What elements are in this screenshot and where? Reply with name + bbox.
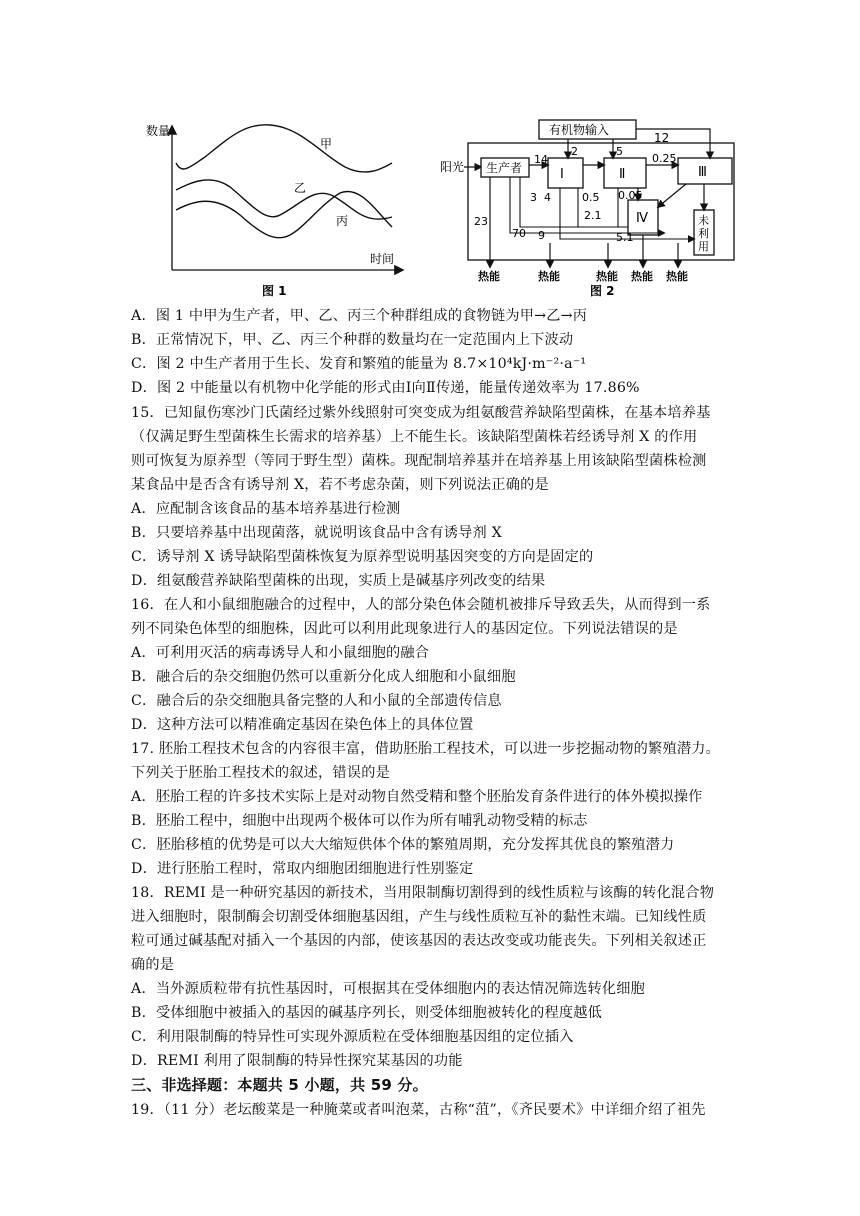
heat-label-1: 热能 bbox=[478, 270, 500, 283]
flow-number-9: 9 bbox=[538, 229, 545, 242]
heat-label-3: 热能 bbox=[596, 270, 618, 283]
curve-yi bbox=[176, 180, 392, 219]
level-I-label: Ⅰ bbox=[560, 167, 564, 182]
question-18-stem-2: 进入细胞时，限制酶会切割受体细胞基因组，产生与线性质粒互补的黏性末端。已知线性质 bbox=[131, 909, 707, 925]
option-14-A: A．图 1 中甲为生产者，甲、乙、丙三个种群组成的食物链为甲→乙→丙 bbox=[131, 308, 588, 324]
flow-number-70: 70 bbox=[512, 227, 526, 240]
flow-number-0.25: 0.25 bbox=[652, 152, 677, 165]
flow-number-3: 3 bbox=[530, 191, 537, 204]
flow-number-5.1: 5.1 bbox=[616, 231, 634, 244]
sunlight-label: 阳光 bbox=[440, 160, 465, 174]
option-14-D: D．图 2 中能量以有机物中化学能的形式由Ⅰ向Ⅱ传递，能量传递效率为 17.86% bbox=[131, 380, 640, 396]
flow-number-2.1: 2.1 bbox=[584, 209, 602, 222]
question-18-stem-4: 确的是 bbox=[131, 957, 175, 973]
heat-label-2: 热能 bbox=[538, 270, 560, 283]
question-15-stem-2: （仅满足野生型菌株生长需求的培养基）上不能生长。该缺陷型菌株若经诱导剂 X 的作用 bbox=[131, 429, 698, 445]
figure-1-caption: 图 1 bbox=[262, 284, 287, 298]
y-axis-label: 数量 bbox=[146, 124, 171, 138]
question-15-stem-1: 15．已知鼠伤寒沙门氏菌经过紫外线照射可突变成为组氨酸营养缺陷型菌株，在基本培养基 bbox=[131, 405, 711, 421]
option-16-A: A．可利用灭活的病毒诱导人和小鼠细胞的融合 bbox=[131, 645, 430, 661]
flow-number-5: 5 bbox=[616, 145, 623, 158]
question-15-stem-4: 某食品中是否含有诱导剂 X，若不考虑杂菌，则下列说法正确的是 bbox=[131, 477, 549, 493]
option-17-B: B．胚胎工程中，细胞中出现两个极体可以作为所有哺乳动物受精的标志 bbox=[131, 813, 588, 829]
option-18-C: C．利用限制酶的特异性可实现外源质粒在受体细胞基因组的定位插入 bbox=[131, 1029, 574, 1045]
figure-2 bbox=[438, 115, 740, 300]
question-15-stem-3: 则可恢复为原养型（等同于野生型）菌株。现配制培养基并在培养基上用该缺陷型菌株检测 bbox=[131, 453, 707, 469]
option-14-B: B．正常情况下，甲、乙、丙三个种群的数量均在一定范围内上下波动 bbox=[131, 332, 574, 348]
option-18-A: A．当外源质粒带有抗性基因时，可根据其在受体细胞内的表达情况筛选转化细胞 bbox=[131, 981, 646, 997]
question-17-stem-2: 下列关于胚胎工程技术的叙述，错误的是 bbox=[131, 765, 390, 781]
curve-jia bbox=[176, 125, 392, 172]
curve-label-yi: 乙 bbox=[294, 181, 307, 195]
option-17-A: A．胚胎工程的许多技术实际上是对动物自然受精和整个胚胎发育条件进行的体外模拟操作 bbox=[131, 789, 703, 805]
option-14-C: C．图 2 中生产者用于生长、发育和繁殖的能量为 8.7×10⁴kJ·m⁻²·a⁻¹ bbox=[131, 356, 587, 372]
flow-number-0.5: 0.5 bbox=[582, 191, 600, 204]
level-II-label: Ⅱ bbox=[619, 167, 626, 182]
flow-number-2: 2 bbox=[571, 145, 578, 158]
level-III-label: Ⅲ bbox=[698, 165, 707, 180]
option-17-C: C．胚胎移植的优势是可以大大缩短供体个体的繁殖周期，充分发挥其优良的繁殖潜力 bbox=[131, 837, 675, 853]
option-15-C: C．诱导剂 X 诱导缺陷型菌株恢复为原养型说明基因突变的方向是固定的 bbox=[131, 549, 594, 565]
option-17-D: D．进行胚胎工程时，常取内细胞团细胞进行性别鉴定 bbox=[131, 861, 474, 877]
heat-label-4: 热能 bbox=[631, 270, 653, 283]
flow-number-0.05: 0.05 bbox=[618, 189, 643, 202]
question-18-stem-1: 18．REMI 是一种研究基因的新技术，当用限制酶切割得到的线性质粒与该酶的转化混合物 bbox=[131, 885, 715, 901]
question-16-stem-1: 16．在人和小鼠细胞融合的过程中，人的部分染色体会随机被排斥导致丢失，从而得到一系 bbox=[131, 597, 711, 613]
question-19-stem-1: 19．（11 分）老坛酸菜是一种腌菜或者叫泡菜，古称“菹”，《齐民要术》中详细介绍了祖先 bbox=[131, 1102, 706, 1118]
flow-number-14: 14 bbox=[534, 153, 548, 166]
question-16-stem-2: 列不同染色体型的细胞株，因此可以利用此现象进行人的基因定位。下列说法错误的是 bbox=[131, 621, 678, 637]
flow-number-4: 4 bbox=[544, 191, 551, 204]
figure-2-caption: 图 2 bbox=[590, 284, 615, 298]
option-16-C: C．融合后的杂交细胞具备完整的人和小鼠的全部遗传信息 bbox=[131, 693, 502, 709]
curve-label-bing: 丙 bbox=[336, 214, 349, 228]
option-16-D: D．这种方法可以精准确定基因在染色体上的具体位置 bbox=[131, 717, 474, 733]
curve-bing bbox=[176, 191, 392, 237]
flow-number-23: 23 bbox=[474, 215, 488, 228]
flow-number-12: 12 bbox=[654, 131, 670, 145]
curve-label-jia: 甲 bbox=[320, 137, 333, 151]
option-18-B: B．受体细胞中被插入的基因的碱基序列长，则受体细胞被转化的程度越低 bbox=[131, 1005, 603, 1021]
option-15-D: D．组氨酸营养缺陷型菌株的出现，实质上是碱基序列改变的结果 bbox=[131, 573, 546, 589]
unused-label-2: 利 bbox=[698, 227, 709, 240]
arrow-III-IV bbox=[658, 184, 686, 207]
level-IV-label: Ⅳ bbox=[636, 211, 648, 226]
unused-label-1: 未 bbox=[698, 214, 709, 227]
question-18-stem-3: 粒可通过碱基配对插入一个基因的内部，使该基因的表达改变或功能丧失。下列相关叙述正 bbox=[131, 933, 707, 949]
x-axis-label: 时间 bbox=[370, 252, 395, 266]
section-heading: 三、非选择题：本题共 5 小题，共 59 分。 bbox=[131, 1076, 428, 1094]
option-15-B: B．只要培养基中出现菌落，就说明该食品中含有诱导剂 X bbox=[131, 525, 502, 541]
heat-label-5: 热能 bbox=[666, 270, 688, 283]
unused-label-3: 用 bbox=[698, 240, 709, 253]
option-16-B: B．融合后的杂交细胞仍然可以重新分化成人细胞和小鼠细胞 bbox=[131, 669, 516, 685]
option-18-D: D．REMI 利用了限制酶的特异性探究某基因的功能 bbox=[131, 1053, 463, 1069]
option-15-A: A．应配制含该食品的基本培养基进行检测 bbox=[131, 501, 401, 517]
organic-input-label: 有机物输入 bbox=[549, 123, 610, 137]
figure-1 bbox=[140, 115, 420, 300]
producer-label: 生产者 bbox=[486, 161, 523, 175]
level-I-box bbox=[548, 158, 583, 188]
question-17-stem-1: 17. 胚胎工程技术包含的内容很丰富，借助胚胎工程技术，可以进一步挖掘动物的繁殖潜力。 bbox=[131, 741, 720, 757]
